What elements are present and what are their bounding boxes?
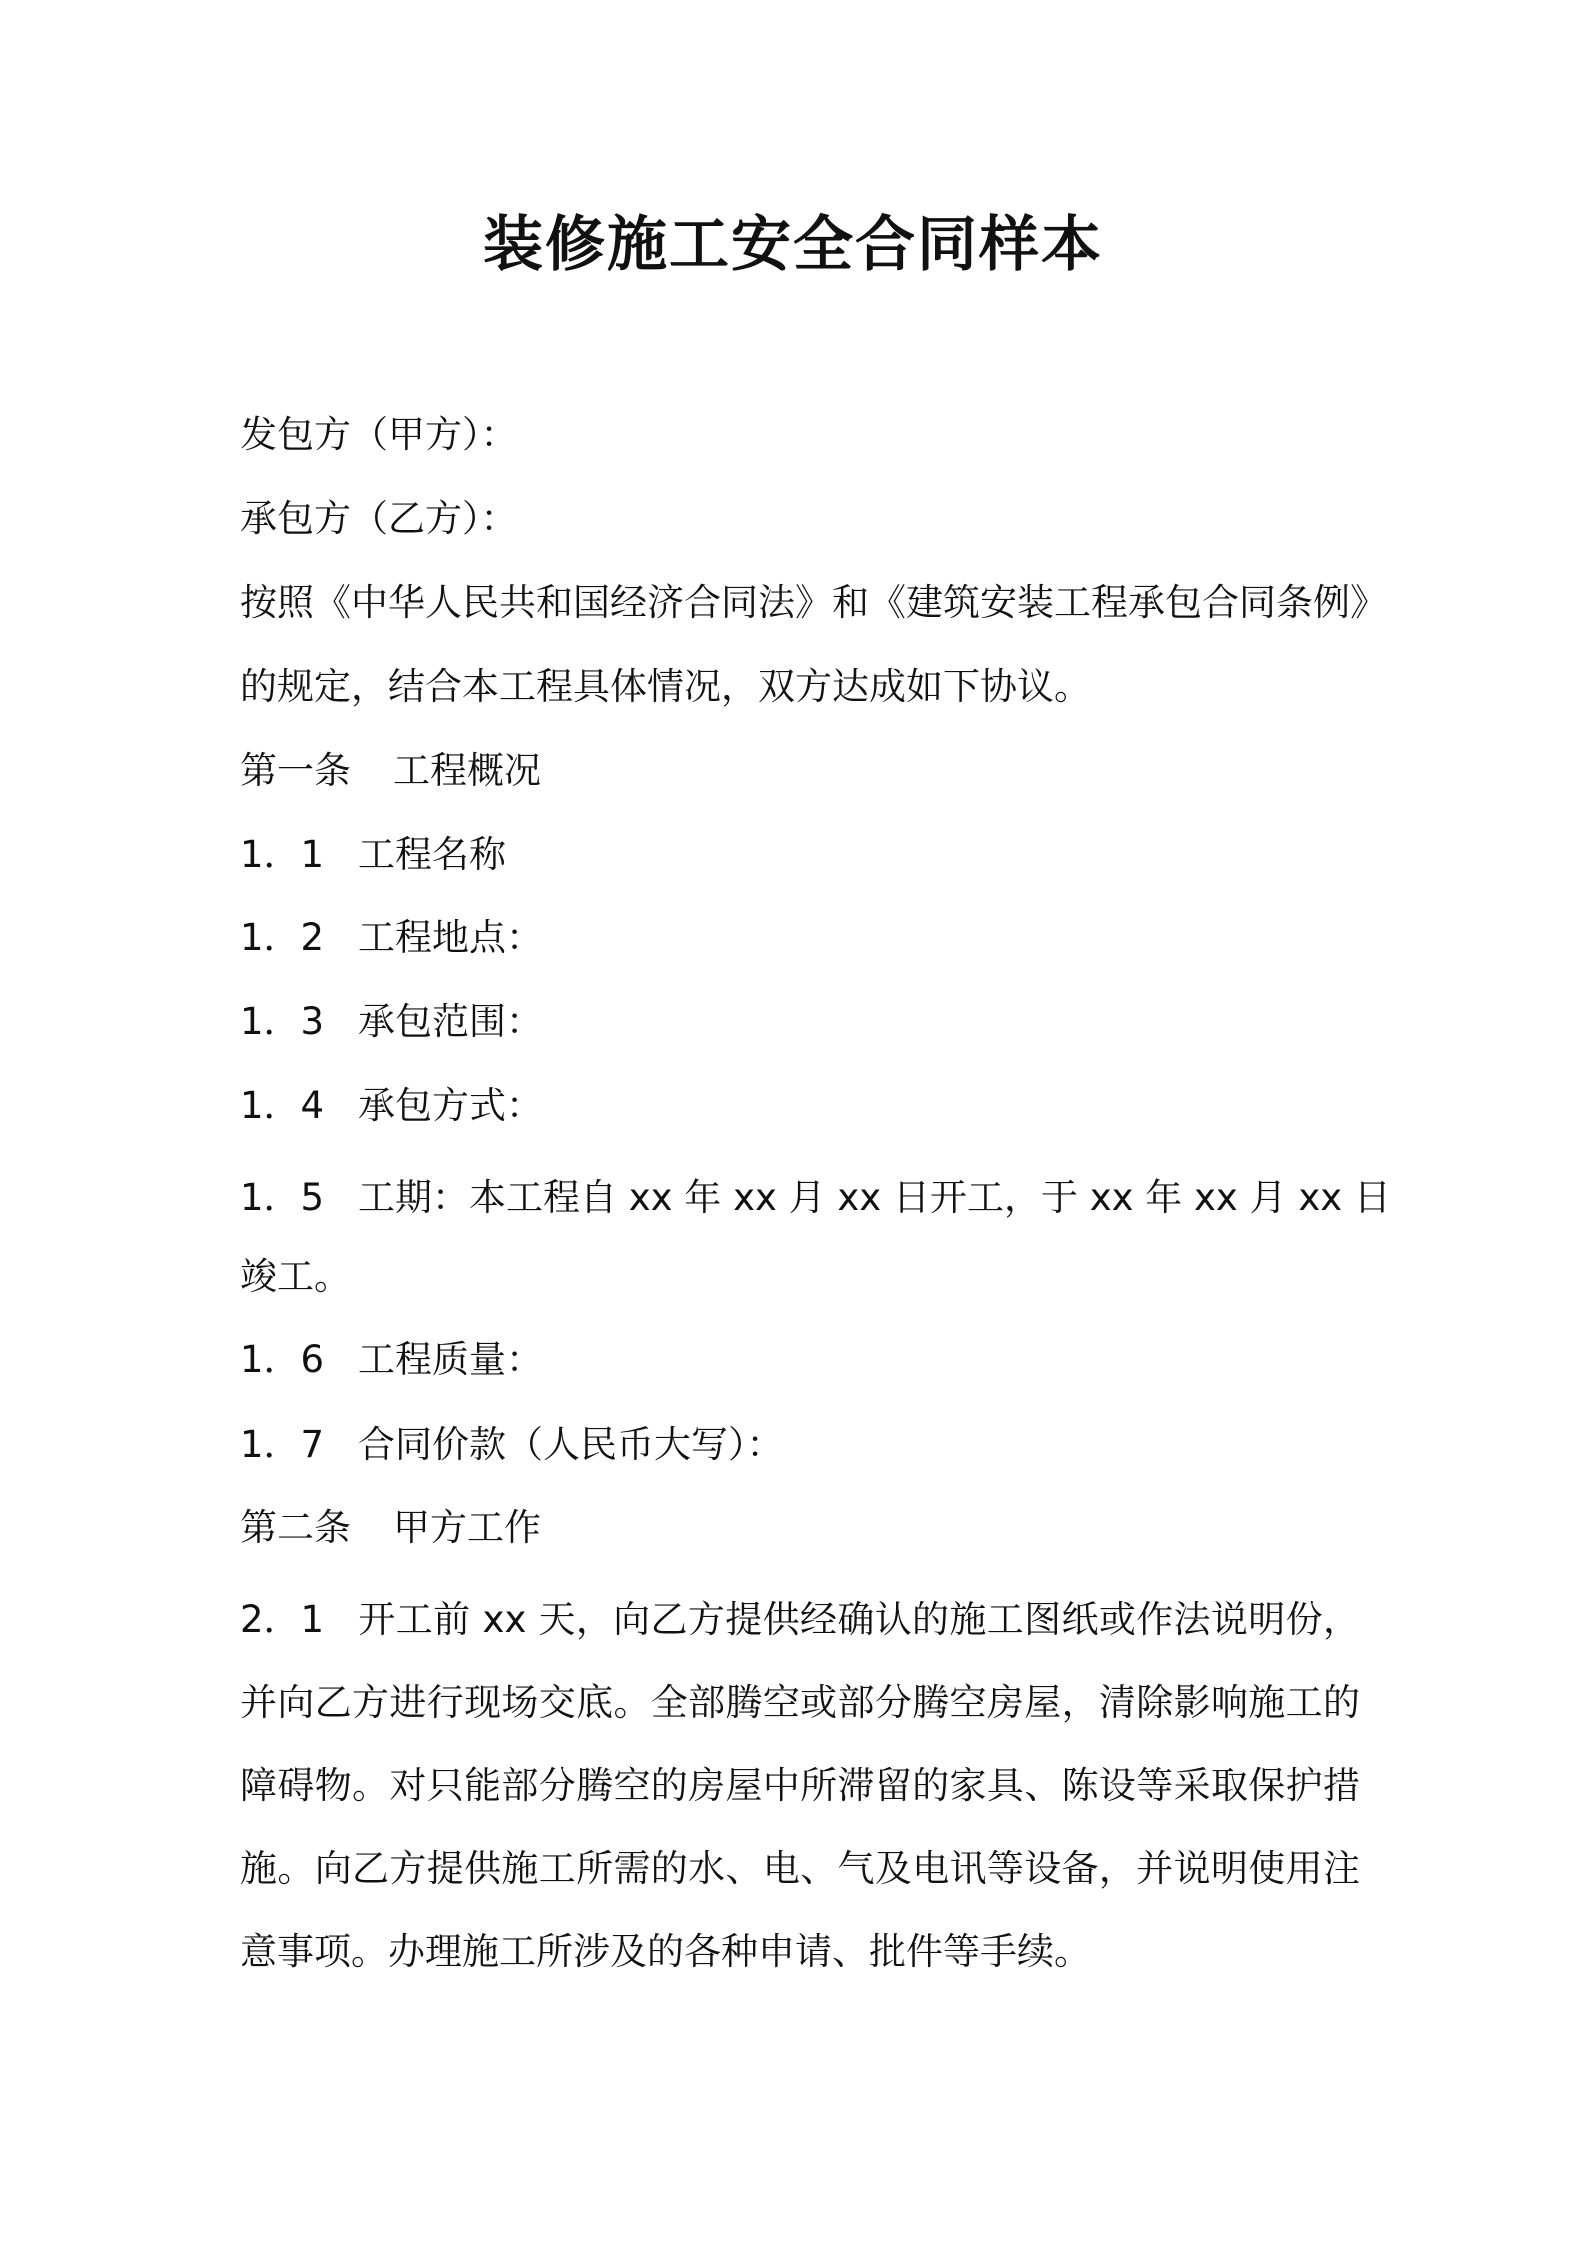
article-2-heading (240, 1503, 541, 1553)
item-text: 承包范围： (358, 1000, 543, 1043)
item-1-3 (240, 997, 543, 1047)
article-1-number: 第一条 (240, 749, 351, 792)
item-number: 1．2 (240, 916, 325, 959)
item-1-2 (240, 913, 543, 963)
item-text: 合同价款（人民币大写）： (358, 1423, 784, 1466)
article-2-title: 甲方工作 (393, 1506, 541, 1549)
clause-number: 2．1 (240, 1598, 325, 1641)
item-1-1 (240, 830, 506, 880)
item-text: 承包方式： (358, 1084, 543, 1127)
party-b-label: 承包方（乙方）： (240, 497, 518, 540)
preamble-line-1: 按照《中华人民共和国经济合同法》和《建筑安装工程承包合同条例》 (240, 581, 1387, 624)
item-1-4 (240, 1081, 543, 1131)
item-1-6 (240, 1335, 543, 1385)
item-text: 工程质量： (358, 1338, 543, 1381)
item-1-5 (240, 1173, 1391, 1223)
clause-text: 开工前 xx 天，向乙方提供经确认的施工图纸或作法说明份，并向乙方进行现场交底。全部腾空或部分腾空房屋，清除影响施工的障碍物。对只能部分腾空的房屋中所滞留的家具、陈设等采取保护措施。向乙方提供施工所需的水、电、气及电讯等设备，并说明使用注意事项。办理施工所涉及的各种申请、批件等手续。 (240, 1598, 1360, 1973)
item-1-7 (240, 1420, 784, 1470)
item-number: 1．1 (240, 833, 325, 876)
item-text: 工程名称 (358, 833, 506, 876)
item-number: 1．3 (240, 1000, 325, 1043)
item-number: 1．5 (240, 1176, 325, 1219)
item-number: 1．7 (240, 1423, 325, 1466)
item-text: 工期：本工程自 xx 年 xx 月 xx 日开工，于 xx 年 xx 月 xx 日 (358, 1176, 1391, 1219)
item-1-5-continuation: 竣工。 (240, 1255, 351, 1298)
article-1-title: 工程概况 (393, 749, 541, 792)
item-number: 1．6 (240, 1338, 325, 1381)
document-title: 装修施工安全合同样本 (483, 210, 1103, 280)
item-text: 工程地点： (358, 916, 543, 959)
item-number: 1．4 (240, 1084, 325, 1127)
preamble-line-2: 的规定，结合本工程具体情况，双方达成如下协议。 (240, 665, 1091, 708)
article-1-heading (240, 746, 541, 796)
clause-2-1 (240, 1578, 1360, 1993)
party-a-label: 发包方（甲方）： (240, 413, 518, 456)
article-2-number: 第二条 (240, 1506, 351, 1549)
